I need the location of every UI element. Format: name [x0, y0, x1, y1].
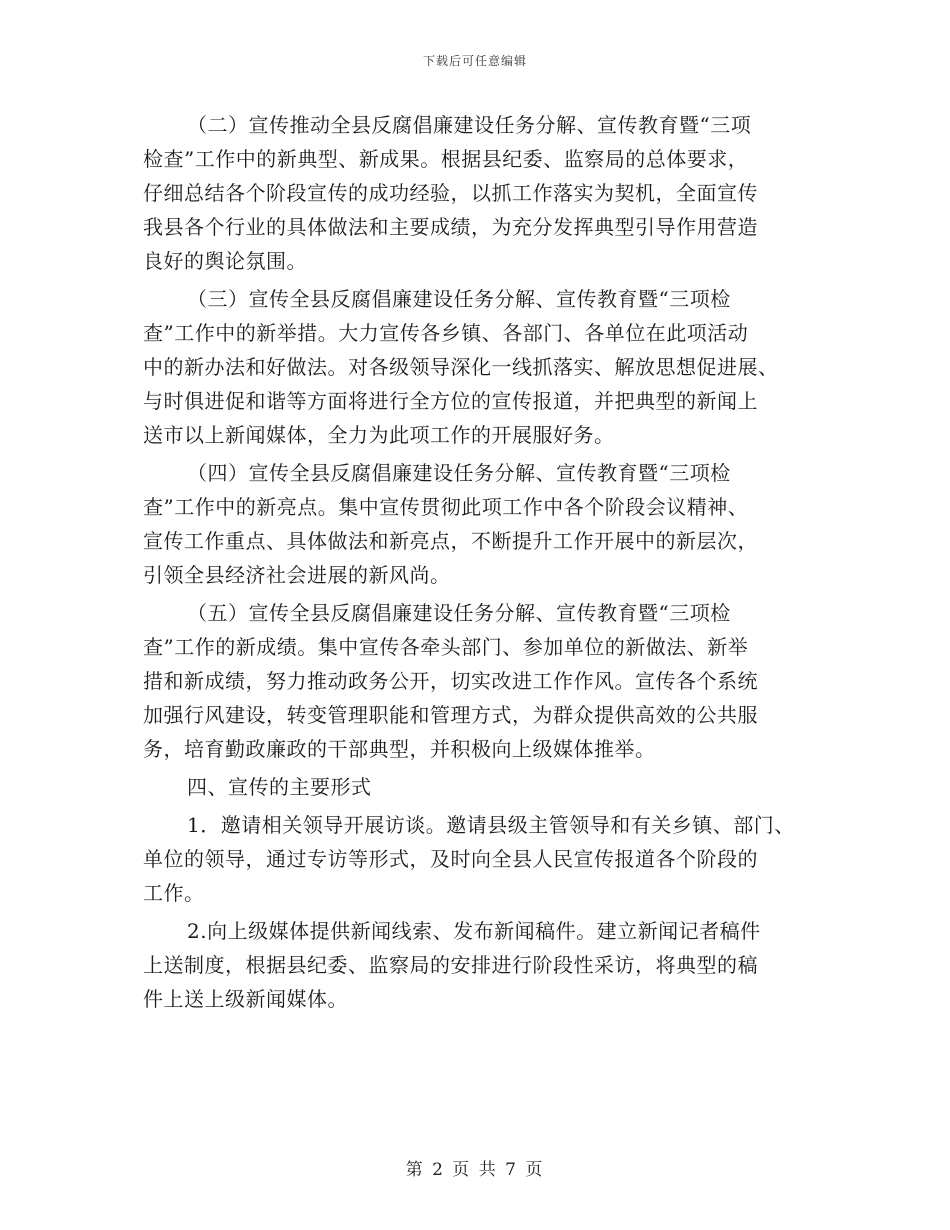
section-heading: 四、宣传的主要形式 — [187, 775, 372, 799]
page-header: 下载后可任意编辑 — [422, 54, 527, 68]
paragraph-line: （三）宣传全县反腐倡廉建设任务分解、宣传教育暨“三项检 — [187, 287, 731, 311]
paragraph-line: （二）宣传推动全县反腐倡廉建设任务分解、宣传教育暨“三项 — [187, 113, 752, 137]
paragraph-line: 仔细总结各个阶段宣传的成功经验，以抓工作落实为契机，全面宣传 — [143, 181, 758, 205]
paragraph-line: 查”工作的新成绩。集中宣传各牵头部门、参加单位的新做法、新举 — [143, 635, 749, 659]
paragraph-line: 单位的领导，通过专访等形式，及时向全县人民宣传报道各个阶段的 — [143, 847, 758, 871]
paragraph-line: 1．邀请相关领导开展访谈。邀请县级主管领导和有关乡镇、部门、 — [187, 813, 795, 837]
paragraph-line: 上送制度，根据县纪委、监察局的安排进行阶段性采访，将典型的稿 — [143, 953, 758, 977]
paragraph-line: 宣传工作重点、具体做法和新亮点，不断提升工作开展中的新层次， — [143, 529, 758, 553]
paragraph-line: 查”工作中的新亮点。集中宣传贯彻此项工作中各个阶段会议精神、 — [143, 495, 749, 519]
paragraph-line: 中的新办法和好做法。对各级领导深化一线抓落实、解放思想促进展、 — [143, 355, 779, 379]
paragraph-line: 工作。 — [143, 881, 205, 905]
paragraph-line: 检查”工作中的新典型、新成果。根据县纪委、监察局的总体要求， — [143, 147, 749, 171]
paragraph-line: （五）宣传全县反腐倡廉建设任务分解、宣传教育暨“三项检 — [187, 601, 731, 625]
paragraph-line: 2.向上级媒体提供新闻线索、发布新闻稿件。建立新闻记者稿件 — [187, 919, 761, 943]
paragraph-line: 良好的舆论氛围。 — [143, 249, 307, 273]
paragraph-line: 件上送上级新闻媒体。 — [143, 987, 348, 1011]
paragraph-line: 加强行风建设，转变管理职能和管理方式，为群众提供高效的公共服 — [143, 703, 758, 727]
paragraph-line: 务，培育勤政廉政的干部典型，并积极向上级媒体推举。 — [143, 737, 656, 761]
page-number-footer: 第 2 页 共 7 页 — [405, 1160, 545, 1180]
paragraph-line: 我县各个行业的具体做法和主要成绩，为充分发挥典型引导作用营造 — [143, 215, 758, 239]
paragraph-line: 查”工作中的新举措。大力宣传各乡镇、各部门、各单位在此项活动 — [143, 321, 749, 345]
paragraph-line: 引领全县经济社会进展的新风尚。 — [143, 563, 451, 587]
paragraph-line: （四）宣传全县反腐倡廉建设任务分解、宣传教育暨“三项检 — [187, 461, 731, 485]
paragraph-line: 措和新成绩，努力推动政务公开，切实改进工作作风。宣传各个系统 — [143, 669, 758, 693]
document-body — [143, 108, 825, 1016]
paragraph-line: 送市以上新闻媒体，全力为此项工作的开展服好务。 — [143, 423, 615, 447]
paragraph-line: 与时俱进促和谐等方面将进行全方位的宣传报道，并把典型的新闻上 — [143, 389, 758, 413]
